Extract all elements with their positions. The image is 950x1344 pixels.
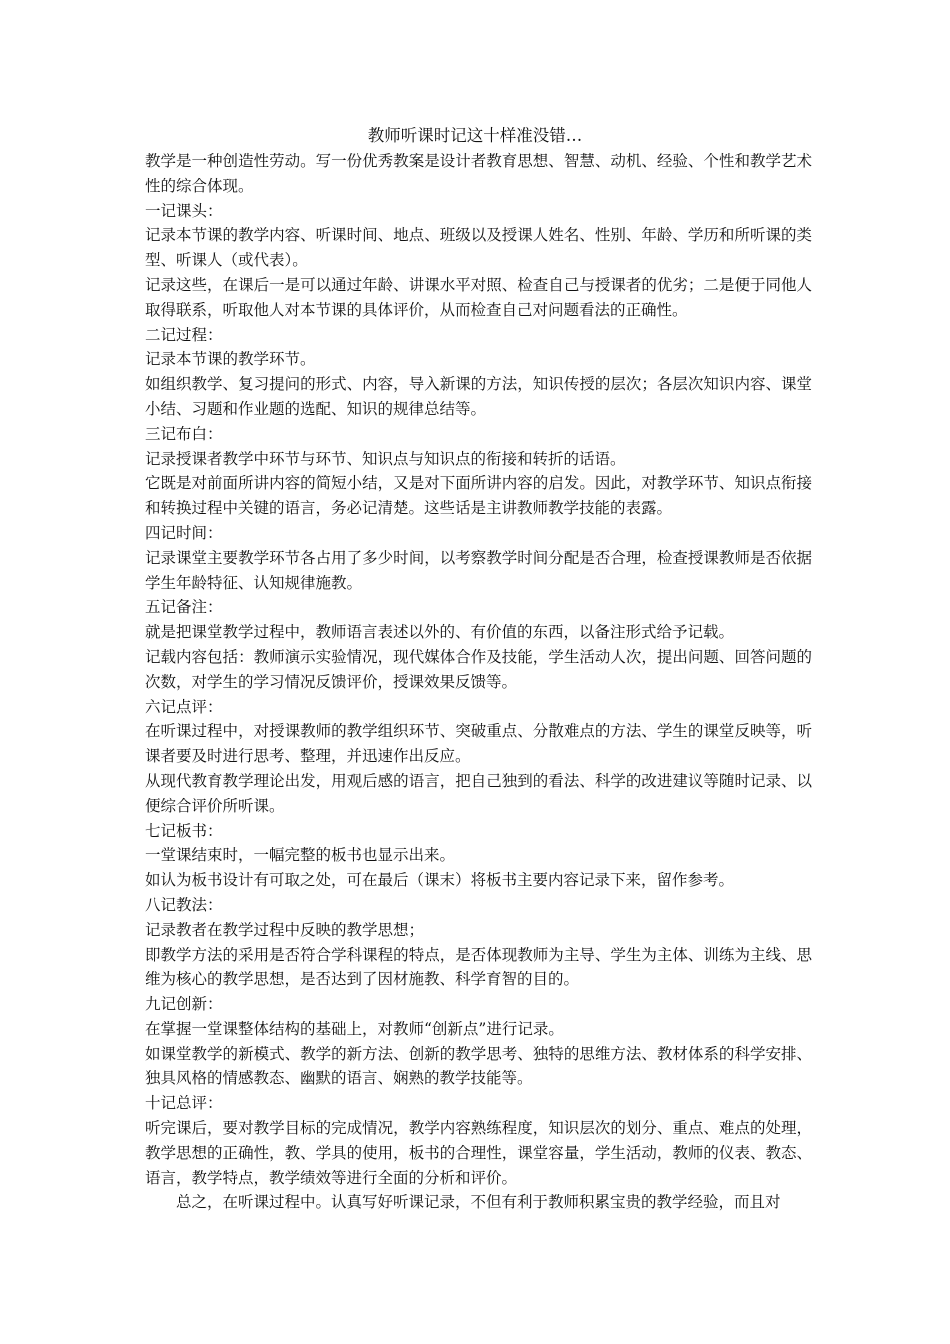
body-paragraph: 记录教者在教学过程中反映的教学思想； [145,920,425,939]
body-paragraph: 在听课过程中，对授课教师的教学组织环节、突破重点、分散难点的方法、学生的课堂反映等，听课者要及时进行思考、整理，并迅速作出反应。 [145,722,812,766]
body-paragraph: 一堂课结束时，一幅完整的板书也显示出来。 [145,846,456,865]
body-paragraph: 在掌握一堂课整体结构的基础上，对教师“创新点”进行记录。 [145,1019,564,1038]
section-heading-2: 二记过程： [145,325,223,344]
body-paragraph: 它既是对前面所讲内容的简短小结，又是对下面所讲内容的启发。因此，对教学环节、知识点衔接和转换过程中关键的语言，务必记清楚。这些话是主讲教师教学技能的表露。 [145,474,812,518]
body-paragraph: 记录本节课的教学内容、听课时间、地点、班级以及授课人姓名、性别、年龄、学历和所听课的类型、听课人（或代表）。 [145,226,812,270]
section-heading-4: 四记时间： [145,523,223,542]
section-heading-3: 三记布白： [145,424,223,443]
section-heading-6: 六记点评： [145,697,223,716]
section-heading-5: 五记备注： [145,598,223,617]
document-title: 教师听课时记这十样准没错… [367,126,583,145]
body-paragraph: 如组织教学、复习提问的形式、内容，导入新课的方法，知识传授的层次；各层次知识内容、课堂小结、习题和作业题的选配、知识的规律总结等。 [145,375,812,418]
body-paragraph: 记录课堂主要教学环节各占用了多少时间，以考察教学时间分配是否合理，检查授课教师是否依据学生年龄特征、认知规律施教。 [145,548,812,592]
section-heading-1: 一记课头： [145,201,223,220]
body-paragraph: 从现代教育教学理论出发，用观后感的语言，把自己独到的看法、科学的改进建议等随时记录、以便综合评价所听课。 [145,771,812,815]
body-paragraph: 如课堂教学的新模式、教学的新方法、创新的教学思考、独特的思维方法、教材体系的科学安排、独具风格的情感教态、幽默的语言、娴熟的教学技能等。 [145,1044,812,1088]
body-paragraph: 就是把课堂教学过程中，教师语言表述以外的、有价值的东西，以备注形式给予记载。 [145,623,735,642]
conclusion-paragraph: 总之，在听课过程中。认真写好听课记录，不但有利于教师积累宝贵的教学经验，而且对 [176,1193,781,1212]
body-paragraph: 记录这些，在课后一是可以通过年龄、讲课水平对照、检查自己与授课者的优劣；二是便于同他人取得联系，听取他人对本节课的具体评价，从而检查自己对问题看法的正确性。 [145,275,812,319]
section-heading-7: 七记板书： [145,821,223,840]
body-paragraph: 记录本节课的教学环节。 [145,350,316,369]
section-heading-9: 九记创新： [145,995,223,1014]
section-heading-10: 十记总评： [145,1094,223,1113]
section-heading-8: 八记教法： [145,895,223,914]
body-paragraph: 听完课后，要对教学目标的完成情况，教学内容熟练程度，知识层次的划分、重点、难点的处理，教学思想的正确性，教、学具的使用，板书的合理性，课堂容量，学生活动，教师的仪表、教态、语言，教学特点，教学绩效等进行全面的分析和评价。 [145,1119,812,1187]
intro-paragraph: 教学是一种创造性劳动。写一份优秀教案是设计者教育思想、智慧、动机、经验、个性和教学艺术性的综合体现。 [145,152,812,195]
body-paragraph: 记载内容包括：教师演示实验情况，现代媒体合作及技能，学生活动人次，提出问题、回答问题的次数，对学生的学习情况反馈评价，授课效果反馈等。 [145,647,812,691]
body-paragraph: 记录授课者教学中环节与环节、知识点与知识点的衔接和转折的话语。 [145,449,626,468]
document-body [145,149,812,1215]
body-paragraph: 如认为板书设计有可取之处，可在最后（课末）将板书主要内容记录下来，留作参考。 [145,871,735,890]
body-paragraph: 即教学方法的采用是否符合学科课程的特点，是否体现教师为主导、学生为主体、训练为主线、思维为核心的教学思想，是否达到了因材施教、科学育智的目的。 [145,945,812,989]
